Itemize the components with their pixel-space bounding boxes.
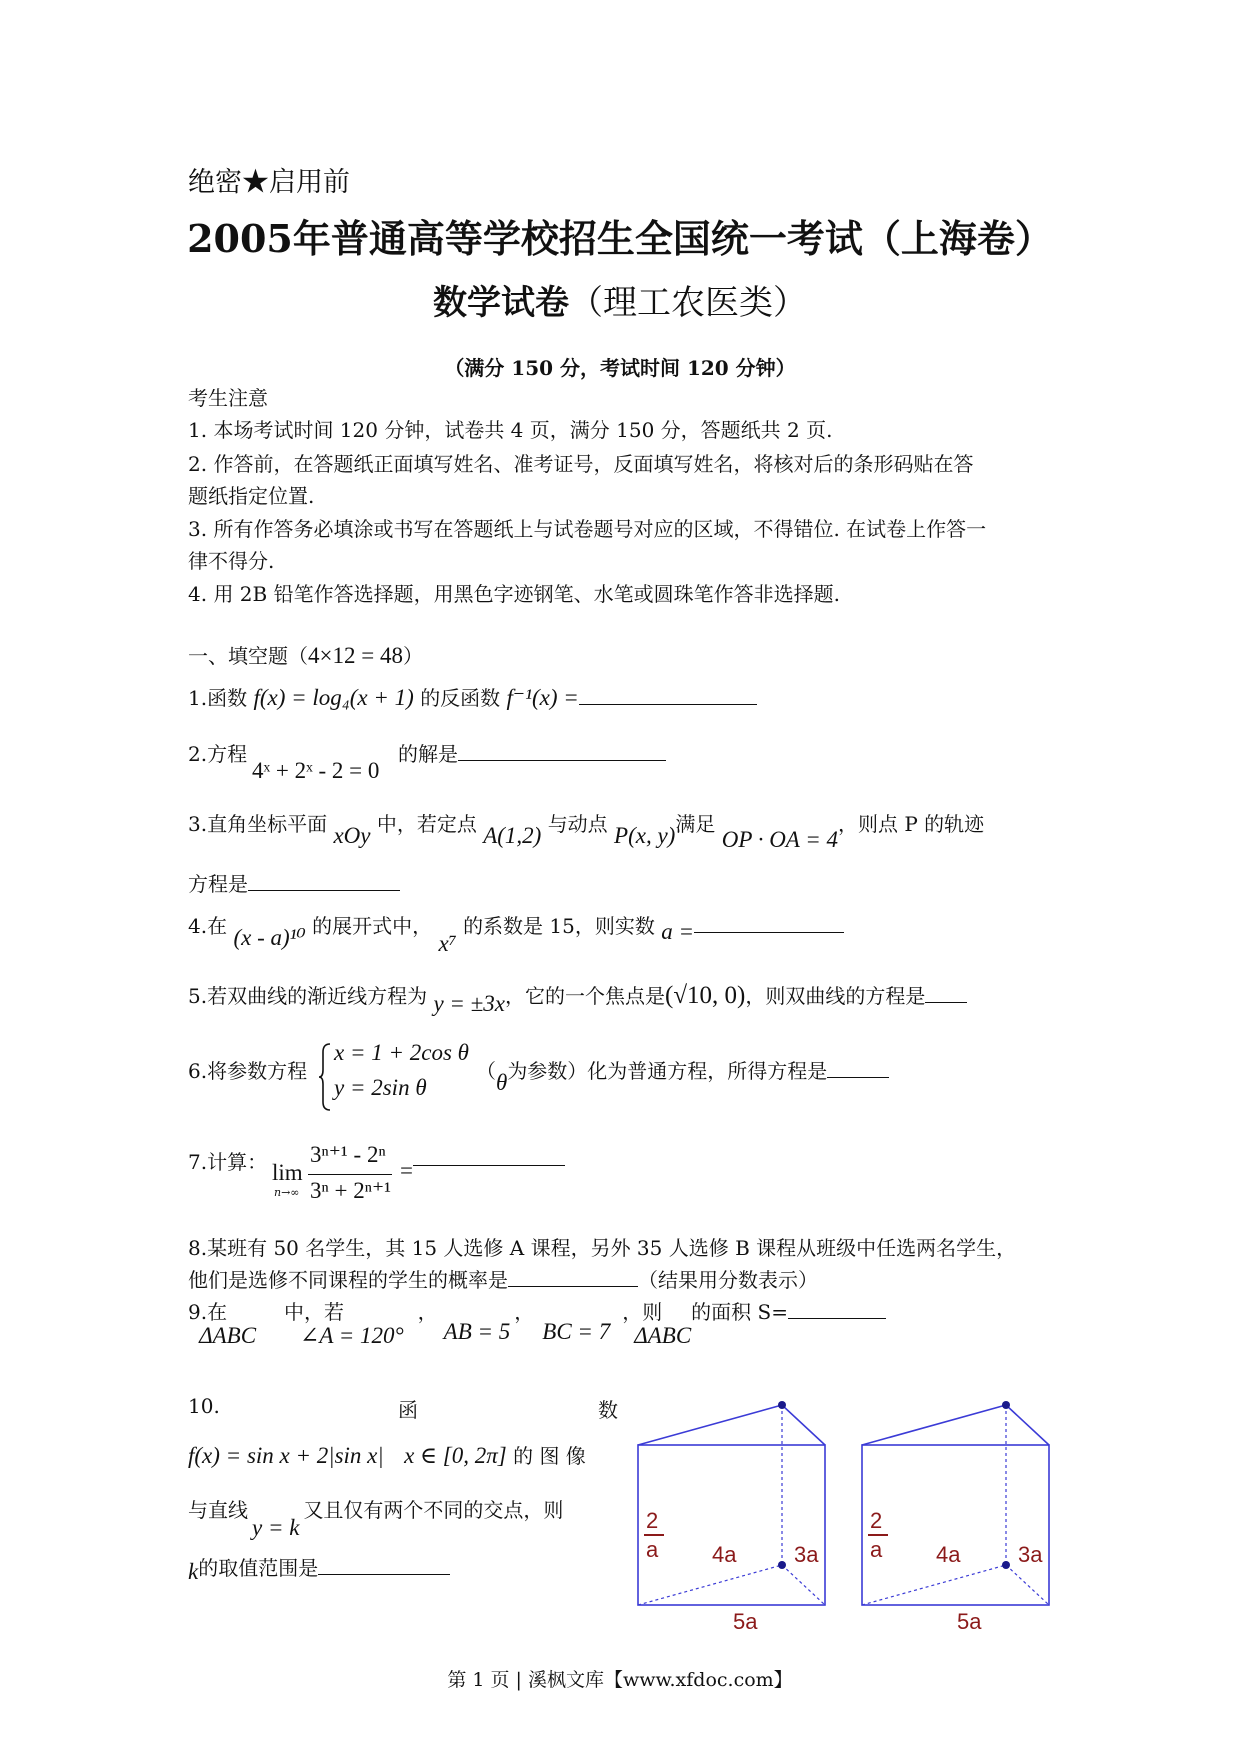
q10-line-2	[188, 1440, 586, 1469]
q6-prefix: 6.将参数方程	[188, 1059, 308, 1083]
q9-side-ab: AB = 5	[443, 1319, 511, 1344]
q10-line-3	[188, 1494, 564, 1540]
q3-line2: 方程是	[188, 872, 248, 896]
q6-equation-2	[334, 1075, 427, 1101]
base-dot-right	[1002, 1561, 1010, 1569]
q8-answer-blank[interactable]	[508, 1285, 638, 1287]
q7-lim-under	[274, 1186, 299, 1199]
q4-term: x⁷	[438, 931, 457, 956]
q3-text-4: ，则点 P 的轨迹	[837, 812, 985, 836]
confidential-mark: 绝密★启用前	[188, 167, 350, 198]
question-8-line-1	[188, 1232, 1016, 1261]
q7-den-text: 3ⁿ + 2ⁿ⁺¹	[310, 1178, 391, 1203]
exam-title: 2005年普通高等学校招生全国统一考试（上海卷）	[187, 216, 1053, 261]
question-3-line-2	[188, 868, 400, 897]
q9-text-5: 的面积 S=	[691, 1300, 788, 1324]
question-5	[188, 980, 967, 1016]
q5-asymptote: y = ±3x	[433, 991, 506, 1016]
q9-text-2: ，	[417, 1300, 438, 1324]
q10-line-4	[188, 1552, 450, 1584]
label-2-left: 2	[646, 1508, 659, 1533]
q10-number	[188, 1394, 220, 1418]
q9-prefix: 9.在	[188, 1300, 228, 1324]
q6-eq1: x = 1 + 2cos θ	[334, 1040, 469, 1065]
label-a-left: a	[646, 1537, 659, 1562]
section-close: ）	[402, 644, 423, 668]
q5-focus: (√10, 0)	[665, 982, 746, 1009]
label-4a-right: 4a	[936, 1542, 961, 1567]
q7-denominator	[310, 1178, 391, 1204]
q10-formula: f(x) = sin x + 2|sin x|	[188, 1443, 384, 1468]
q10-answer-blank[interactable]	[318, 1573, 450, 1575]
q4-binomial: (x - a)¹⁰	[233, 925, 306, 950]
q9-angle: ∠A = 120°	[300, 1323, 404, 1348]
question-1	[188, 682, 757, 711]
question-7	[188, 1146, 267, 1175]
apex-dot-left	[778, 1401, 786, 1409]
q7-prefix: 7.计算：	[188, 1150, 268, 1174]
q2-suffix-line	[398, 738, 666, 767]
q6-theta: θ	[496, 1070, 508, 1095]
notice-heading: 考生注意	[188, 386, 268, 410]
exam-subtitle	[0, 275, 1240, 324]
q7-answer-blank[interactable]	[413, 1164, 565, 1166]
q8-line1: 8.某班有 50 名学生，其 15 人选修 A 课程，另外 35 人选修 B 课程从班级中任选两名学生，	[188, 1236, 1017, 1260]
q10-text-1: 的 图 像	[513, 1444, 586, 1468]
question-3	[188, 808, 985, 852]
q10-num: 10.	[188, 1394, 220, 1418]
q7-under-text: n→∞	[274, 1186, 300, 1199]
q9-text-1: 中，若	[284, 1300, 345, 1324]
notice-item-3-cont: 律不得分.	[188, 549, 275, 573]
q8-line2: 他们是选修不同课程的学生的概率是	[188, 1268, 508, 1292]
question-4	[188, 910, 844, 956]
q3-text-1: 中，若定点	[376, 812, 477, 836]
q7-fraction-bar	[308, 1174, 392, 1175]
apex-dot-right	[1002, 1401, 1010, 1409]
q4-prefix: 4.在	[188, 914, 228, 938]
label-5a-right: 5a	[957, 1609, 982, 1634]
q5-text-2: ，则双曲线的方程是	[745, 984, 926, 1008]
label-2-right: 2	[870, 1508, 883, 1533]
q6-text-1: （	[476, 1059, 496, 1083]
q6-eq2: y = 2sin θ	[334, 1075, 427, 1100]
q10-line4: 的取值范围是	[198, 1556, 319, 1580]
q10-k: k	[188, 1559, 199, 1584]
notice-item-3: 3. 所有作答务必填涂或书写在答题纸上与试卷题号对应的区域，不得错位. 在试卷上作答一	[188, 517, 987, 541]
subtitle-category: （理工农医类）	[569, 283, 807, 323]
q4-text-2: 的系数是 15，则实数	[463, 914, 655, 938]
notice-item-1: 1. 本场考试时间 120 分钟，试卷共 4 页，满分 150 分，答题纸共 2 页.	[188, 418, 833, 442]
label-5a-left: 5a	[733, 1609, 758, 1634]
subtitle-main: 数学试卷	[433, 283, 569, 323]
q7-lim-text: lim	[272, 1160, 303, 1185]
label-a-right: a	[870, 1537, 883, 1562]
question-9	[188, 1296, 914, 1348]
q10-line-eq: y = k	[252, 1515, 300, 1540]
q3-point-a: A(1,2)	[483, 823, 542, 848]
q3-dot-product: OP · OA = 4	[721, 827, 838, 852]
q3-plane: xOy	[333, 823, 371, 848]
q2-formula	[252, 758, 379, 784]
question-8-line-2	[188, 1264, 818, 1293]
q7-lim	[272, 1160, 303, 1186]
q4-variable: a =	[661, 919, 695, 944]
q2-prefix: 2.方程	[188, 742, 248, 766]
question-2	[188, 738, 247, 767]
q10-word-1	[398, 1394, 418, 1423]
section-heading-text: 一、填空题（	[188, 644, 308, 668]
q8-line2-end: （结果用分数表示）	[638, 1268, 818, 1292]
q4-text-1: 的展开式中，	[312, 914, 433, 938]
base-dot-left	[778, 1561, 786, 1569]
q1-formula: f(x) = log₄(x + 1)	[253, 685, 414, 710]
q1-answer-blank[interactable]	[579, 703, 757, 705]
label-3a-left: 3a	[794, 1542, 819, 1567]
notice-item-2: 2. 作答前，在答题纸正面填写姓名、准考证号，反面填写姓名，将核对后的条形码贴在答	[188, 452, 974, 476]
q2-formula-text: 4ˣ + 2ˣ - 2 = 0	[252, 758, 380, 783]
q4-answer-blank[interactable]	[694, 931, 844, 933]
q3-prefix: 3.直角坐标平面	[188, 812, 328, 836]
section-score: 4×12 = 48	[308, 643, 403, 668]
q10-word-2	[598, 1394, 618, 1423]
q7-eq-text: =	[400, 1158, 413, 1183]
q6-brace	[318, 1042, 332, 1112]
q6-equation-1	[334, 1040, 469, 1066]
score-line: （满分 150 分，考试时间 120 分钟）	[444, 356, 796, 380]
q1-formula-inverse: f⁻¹(x) =	[506, 685, 579, 710]
question-6	[188, 1055, 307, 1084]
notice-item-4: 4. 用 2B 铅笔作答选择题，用黑色字迹钢笔、水笔或圆珠笔作答非选择题.	[188, 582, 840, 606]
q10-w2: 数	[598, 1398, 618, 1422]
q10-line3b: 又且仅有两个不同的交点，则	[303, 1498, 564, 1522]
q10-domain: x ∈ [0, 2π]	[404, 1443, 507, 1468]
q6-answer-blank[interactable]	[827, 1076, 889, 1078]
q2-answer-blank[interactable]	[458, 759, 666, 761]
q9-text-3: ，	[514, 1300, 535, 1324]
q10-line3a: 与直线	[188, 1498, 248, 1522]
q3-point-p: P(x, y)	[614, 823, 676, 848]
label-3a-right: 3a	[1018, 1542, 1043, 1567]
q6-rest	[476, 1055, 889, 1095]
q7-numerator	[310, 1142, 386, 1168]
q5-prefix: 5.若双曲线的渐近线方程为	[188, 984, 428, 1008]
q9-side-bc: BC = 7	[542, 1319, 611, 1344]
notice-item-2-cont: 题纸指定位置.	[188, 484, 315, 508]
q1-prefix: 1.函数	[188, 686, 248, 710]
q3-text-2: 与动点	[547, 812, 608, 836]
q9-triangle-2: ΔABC	[634, 1323, 692, 1348]
box-figures	[630, 1395, 1070, 1635]
q9-answer-blank[interactable]	[788, 1317, 886, 1319]
q7-equals	[400, 1158, 565, 1184]
q6-text-2: 为参数）化为普通方程，所得方程是	[507, 1059, 828, 1083]
box-figure-left	[638, 1401, 825, 1634]
q7-num-text: 3ⁿ⁺¹ - 2ⁿ	[310, 1142, 386, 1167]
label-4a-left: 4a	[712, 1542, 737, 1567]
q5-answer-blank[interactable]	[925, 1001, 967, 1003]
q3-text-3: 满足	[675, 812, 716, 836]
q9-triangle: ΔABC	[199, 1323, 257, 1348]
page-footer: 第 1 页 | 溪枫文库【www.xfdoc.com】	[447, 1669, 793, 1691]
q1-mid: 的反函数	[420, 686, 501, 710]
q2-suffix: 的解是	[398, 742, 458, 766]
q10-w1: 函	[398, 1398, 418, 1422]
q5-text-1: ，它的一个焦点是	[505, 984, 666, 1008]
box-figure-right	[862, 1401, 1049, 1634]
q9-text-4: ，则	[622, 1300, 663, 1324]
section-heading	[188, 640, 423, 669]
q3-answer-blank[interactable]	[248, 889, 400, 891]
